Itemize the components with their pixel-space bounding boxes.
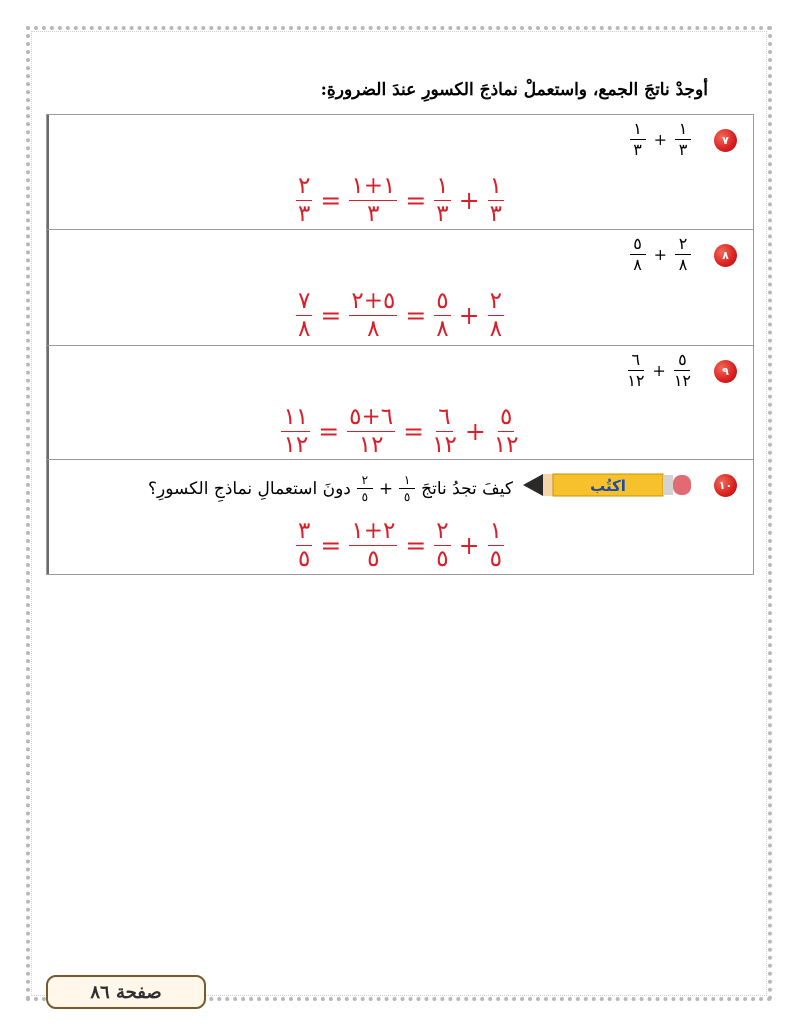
fraction: $\frac{١}{٣}$ — [630, 121, 646, 158]
pencil-icon — [523, 470, 693, 500]
problem-expression — [627, 352, 691, 389]
plus-sign: + — [652, 361, 666, 380]
answer-line: $\frac{١١}{١٢}$ = $\frac{٦+٥}{١٢}$ = $\frac{٦}{١٢}$ + $\frac{٥}{١٢}$ — [283, 404, 519, 458]
answer-fraction: $\frac{٥}{٨}$ — [436, 288, 449, 342]
answer-fraction: $\frac{٦}{١٢}$ — [432, 404, 457, 458]
answer-middle: $\frac{٢+١}{٥}$ — [351, 518, 396, 572]
plus-sign: + — [378, 478, 394, 499]
answer-line: $\frac{٧}{٨}$ = $\frac{٥+٢}{٨}$ = $\frac{٥}{٨}$ + $\frac{٢}{٨}$ — [298, 288, 502, 342]
answer-fraction: $\frac{٢}{٥}$ — [436, 518, 449, 572]
answer-fraction: $\frac{٢}{٨}$ — [489, 288, 502, 342]
answer-result: $\frac{١١}{١٢}$ — [283, 404, 309, 458]
answer-result: $\frac{٧}{٨}$ — [298, 288, 311, 342]
fraction: $\frac{٥}{١٢}$ — [673, 350, 691, 390]
svg-text:اكتُب: اكتُب — [590, 477, 626, 495]
number-badge: ٧ — [714, 129, 737, 152]
fraction: $\frac{٦}{١٢}$ — [627, 350, 645, 390]
answer-fraction: $\frac{١}{٣}$ — [489, 173, 502, 227]
fraction: $\frac{١}{٥}$ — [399, 474, 415, 503]
problem-expression — [630, 236, 691, 273]
answer-line: $\frac{٢}{٣}$ = $\frac{١+١}{٣}$ = $\frac{١}{٣}$ + $\frac{١}{٣}$ — [298, 173, 502, 227]
answer-fraction: $\frac{٥}{١٢}$ — [493, 404, 519, 458]
fraction: $\frac{٢}{٥}$ — [357, 474, 373, 503]
answer-result: $\frac{٣}{٥}$ — [298, 518, 311, 572]
answer-middle: $\frac{١+١}{٣}$ — [351, 173, 396, 227]
fraction: $\frac{٢}{٨}$ — [675, 236, 691, 273]
problem-row — [46, 114, 754, 229]
fraction: $\frac{٥}{٨}$ — [630, 236, 646, 273]
answer-fraction: $\frac{١}{٥}$ — [489, 518, 502, 572]
problem-row — [46, 229, 754, 345]
instructions: أوجدْ ناتجَ الجمع، واستعملْ نماذجَ الكسورِ عندَ الضرورةِ: — [320, 80, 708, 100]
plus-sign: + — [653, 245, 667, 264]
number-badge: ١٠ — [714, 474, 737, 497]
answer-middle: $\frac{٦+٥}{١٢}$ — [349, 404, 394, 458]
fraction: $\frac{١}{٣}$ — [675, 121, 691, 158]
problem-row — [46, 345, 754, 459]
problem-table — [46, 114, 754, 575]
answer-middle: $\frac{٥+٢}{٨}$ — [351, 288, 396, 342]
answer-fraction: $\frac{١}{٣}$ — [436, 173, 449, 227]
answer-result: $\frac{٢}{٣}$ — [298, 173, 311, 227]
number-badge: ٨ — [714, 244, 737, 267]
problem-row — [46, 459, 754, 575]
page-number-badge: صفحة ٨٦ — [46, 975, 206, 1009]
problem-expression — [630, 121, 691, 158]
number-badge: ٩ — [714, 360, 737, 383]
plus-sign: + — [653, 130, 667, 149]
answer-line: $\frac{٣}{٥}$ = $\frac{٢+١}{٥}$ = $\frac{٢}{٥}$ + $\frac{١}{٥}$ — [298, 518, 502, 572]
question-text: كيفَ تجدُ ناتجَ $\frac{١}{٥}$ + $\frac{٢}{٥}$ دونَ استعمالِ نماذجِ الكسورِ؟ — [147, 473, 513, 504]
